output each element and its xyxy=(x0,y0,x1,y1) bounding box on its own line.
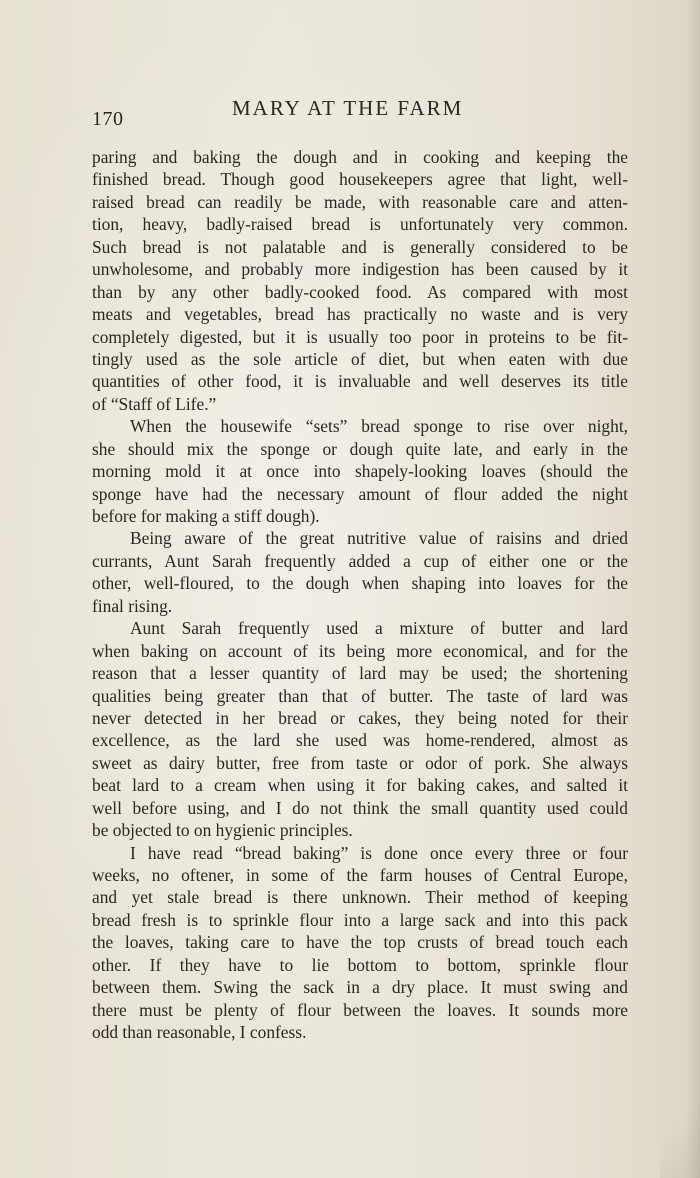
text-line: sweet as dairy butter, free from taste or odor of pork. She always xyxy=(92,752,628,773)
text-line: of “Staff of Life.” xyxy=(92,393,217,414)
text-line: before for making a stiff dough). xyxy=(92,506,320,526)
text-line: she should mix the sponge or dough quite late, and early in the xyxy=(92,438,628,459)
text-line: Such bread is not palatable and is generally considered to be xyxy=(92,236,628,257)
text-line: weeks, no oftener, in some of the farm houses of Central Europe, xyxy=(92,865,628,885)
text-line: When the housewife “sets” bread sponge to rise over night, xyxy=(130,416,628,437)
text-line: paring and baking the dough and in cooking and keeping the xyxy=(92,147,628,167)
text-line: odd than reasonable, I confess. xyxy=(92,1022,307,1043)
text-line: other. If they have to lie bottom to bottom, sprinkle flour xyxy=(92,954,628,975)
text-line: quantities of other food, it is invaluable and well deserves its title xyxy=(92,371,628,392)
text-line: raised bread can readily be made, with reasonable care and atten- xyxy=(92,191,628,212)
text-line: tion, heavy, badly-raised bread is unfortunately very common. xyxy=(92,214,628,235)
text-line: reason that a lesser quantity of lard may be used; the shortening xyxy=(92,663,628,684)
text-line: the loaves, taking care to have the top crusts of bread touch each xyxy=(92,932,628,953)
text-line: excellence, as the lard she used was home-rendered, almost as xyxy=(92,730,628,751)
text-line: between them. Swing the sack in a dry place. It must swing and xyxy=(92,977,628,998)
text-line: completely digested, but it is usually too poor in proteins to be fit- xyxy=(92,326,628,347)
running-head xyxy=(92,96,632,130)
text-line: Being aware of the great nutritive value of raisins and dried xyxy=(130,528,628,549)
text-line: when baking on account of its being more economical, and for the xyxy=(92,640,628,661)
text-line: be objected to on hygienic principles. xyxy=(92,820,353,841)
text-line: unwholesome, and probably more indigestion has been caused by it xyxy=(92,259,628,280)
body-text xyxy=(92,146,628,1044)
page-number: 170 xyxy=(92,108,124,130)
text-line: well before using, and I do not think the small quantity used could xyxy=(92,797,628,818)
text-line: never detected in her bread or cakes, they being noted for their xyxy=(92,707,628,728)
book-title: MARY AT THE FARM xyxy=(232,96,464,120)
text-line: bread fresh is to sprinkle flour into a large sack and into this pack xyxy=(92,909,628,930)
page-edge-shadow xyxy=(686,0,700,1178)
text-line: tingly used as the sole article of diet, but when eaten with due xyxy=(92,348,628,369)
text-line: beat lard to a cream when using it for baking cakes, and salted it xyxy=(92,775,628,796)
text-line: other, well-floured, to the dough when shaping into loaves for the xyxy=(92,573,628,594)
text-line: currants, Aunt Sarah frequently added a cup of either one or the xyxy=(92,550,628,571)
text-line: finished bread. Though good housekeepers agree that light, well- xyxy=(92,169,628,190)
text-line: than by any other badly-cooked food. As compared with most xyxy=(92,281,628,302)
text-line: Aunt Sarah frequently used a mixture of butter and lard xyxy=(130,618,628,639)
text-line: morning mold it at once into shapely-looking loaves (should the xyxy=(92,461,628,482)
text-line: final rising. xyxy=(92,595,173,616)
text-line: and yet stale bread is there unknown. Their method of keeping xyxy=(92,887,628,908)
text-line: there must be plenty of flour between the loaves. It sounds more xyxy=(92,999,628,1020)
text-line: I have read “bread baking” is done once every three or four xyxy=(130,842,628,863)
text-line: meats and vegetables, bread has practically no waste and is very xyxy=(92,304,628,325)
page-corner-shadow xyxy=(660,1058,700,1178)
text-line: qualities being greater than that of butter. The taste of lard was xyxy=(92,685,628,706)
text-line: sponge have had the necessary amount of flour added the night xyxy=(92,483,628,504)
